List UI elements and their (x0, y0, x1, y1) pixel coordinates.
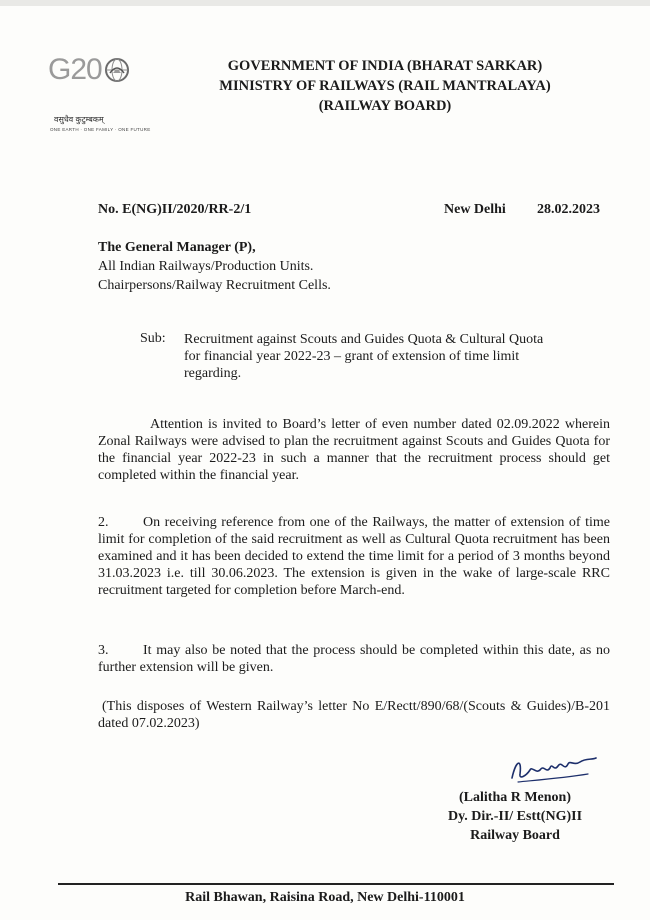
top-strip (0, 0, 650, 6)
signature-block (440, 788, 590, 845)
letterhead-line-2: MINISTRY OF RAILWAYS (RAIL MANTRALAYA) (219, 78, 551, 94)
letterhead-line-1: GOVERNMENT OF INDIA (BHARAT SARKAR) (227, 58, 543, 74)
handwritten-signature (508, 752, 598, 786)
globe-lotus-icon (104, 57, 130, 83)
letterhead-line-3: (RAILWAY BOARD) (318, 98, 452, 114)
paragraph-2-text: On receiving reference from one of the Railways, the matter of extension of time limit for completion of the said recruitment as well as Cultural Quota recruitment has been examined and it has been decided to extend the time limit for a period of 3 months beyond 31.03.2023 i.e. till 30.06.2023. The extension is given in the wake of large-scale RRC recruitment targeted for completion before March-end. (98, 515, 610, 598)
paragraph-3-number: 3. (98, 643, 109, 658)
addressee-title: The General Manager (P), (98, 240, 256, 255)
footer-divider (58, 883, 614, 885)
subject-label: Sub: (140, 331, 166, 346)
addressee-line-1: All Indian Railways/Production Units. (98, 259, 314, 274)
reference-number: No. E(NG)II/2020/RR-2/1 (98, 202, 252, 217)
g20-wordmark: G20 (48, 53, 102, 86)
signatory-name: (Lalitha R Menon) (459, 790, 571, 805)
addressee-block (98, 238, 331, 295)
signatory-office: Railway Board (470, 828, 560, 843)
logo-tagline: ONE EARTH · ONE FAMILY · ONE FUTURE (50, 127, 151, 132)
signatory-designation: Dy. Dir.-II/ Estt(NG)II (447, 809, 583, 824)
logo-motto: वसुधैव कुटुम्बकम् (54, 115, 104, 124)
disposal-note: (This disposes of Western Railway’s letter No E/Rectt/890/68/(Scouts & Guides)/B-201 dated 07.02.2023) (98, 699, 610, 731)
paragraph-3-text: It may also be noted that the process should be completed within this date, as no further extension will be given. (98, 643, 610, 675)
paragraph-2-number: 2. (98, 515, 109, 530)
place: New Delhi (444, 202, 506, 217)
g20-mark (48, 52, 148, 88)
footer-address: Rail Bhawan, Raisina Road, New Delhi-110001 (185, 890, 465, 905)
letterhead (190, 56, 580, 116)
letter-date: 28.02.2023 (537, 202, 600, 217)
paragraph-1: Attention is invited to Board’s letter of even number dated 02.09.2022 wherein Zonal Railways were advised to plan the recruitment against Scouts and Guides Quota for the financial year 2022-23 in such a manner that the recruitment process should get completed within the financial year. (98, 417, 610, 483)
paragraph-2 (98, 514, 610, 599)
addressee-line-2: Chairpersons/Railway Recruitment Cells. (98, 278, 331, 293)
subject-text: Recruitment against Scouts and Guides Quota & Cultural Quota for financial year 2022-23 – grant of extension of time limit regarding. (184, 332, 544, 381)
paragraph-3 (98, 642, 610, 676)
g20-logo (48, 52, 151, 132)
